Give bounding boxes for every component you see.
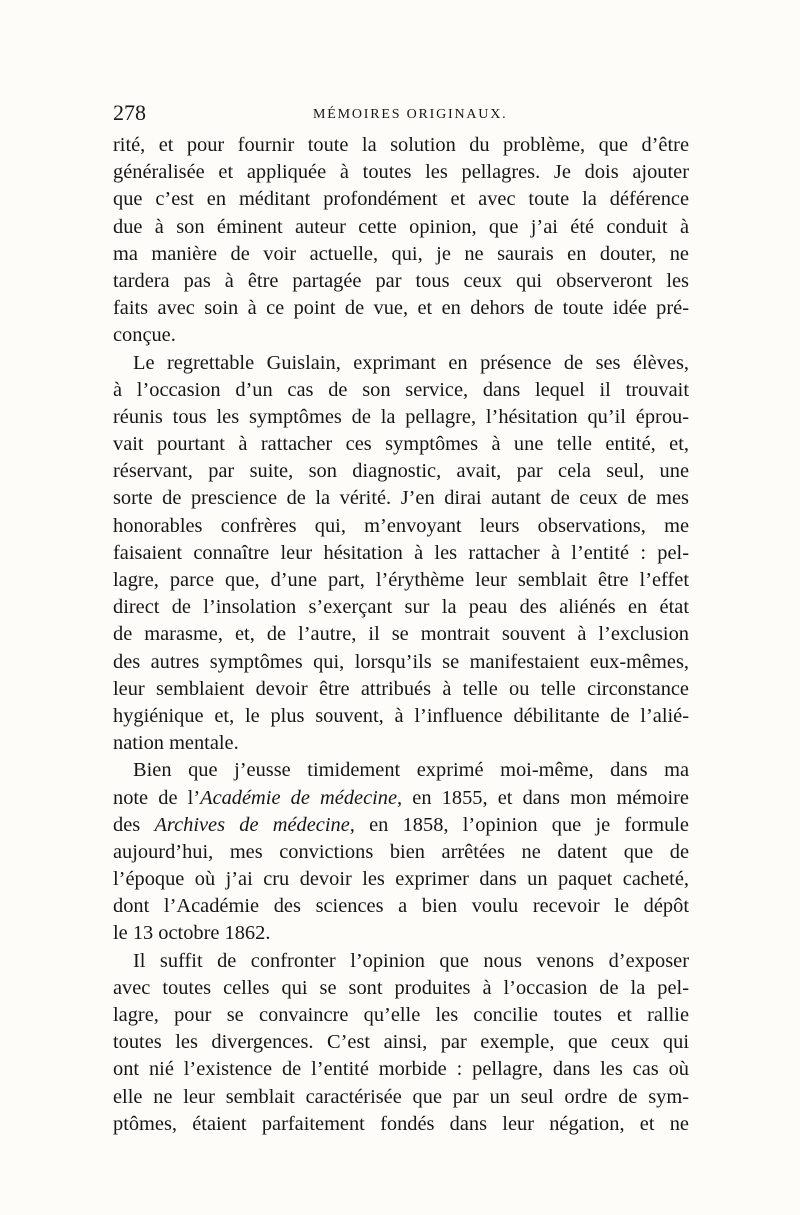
- text-line: sorte de prescience de la vérité. J’en dirai autant de ceux de mes: [113, 487, 689, 510]
- italic-title: Académie de médecine,: [200, 786, 403, 809]
- text-line: lagre, parce que, d’une part, l’érythème leur semblait être l’effet: [113, 569, 689, 591]
- text-line: conçue.: [113, 324, 176, 347]
- text-line-with-italic: [113, 785, 689, 812]
- running-title: MÉMOIRES ORIGINAUX.: [313, 107, 508, 122]
- paragraph-start-line: Le regrettable Guislain, exprimant en présence de ses élèves,: [133, 351, 689, 374]
- text-line: ptômes, étaient parfaitement fondés dans leur négation, et ne: [113, 1112, 689, 1135]
- text-line: avec toutes celles qui se sont produites à l’occasion de la pel-: [113, 976, 689, 999]
- text-line: généralisée et appliquée à toutes les pellagres. Je dois ajouter: [113, 161, 689, 184]
- text-line: que c’est en méditant profondément et avec toute la déférence: [113, 188, 689, 211]
- text-line: honorables confrères qui, m’envoyant leurs observations, me: [113, 514, 689, 537]
- text-line: hygiénique et, le plus souvent, à l’influence débilitante de l’alié-: [113, 704, 689, 727]
- text-line: elle ne leur semblait caractérisée que par un seul ordre de sym-: [113, 1085, 689, 1108]
- text-line: dont l’Académie des sciences a bien voulu recevoir le dépôt: [113, 895, 689, 918]
- text-line: ma manière de voir actuelle, qui, je ne saurais en douter, ne: [113, 242, 689, 265]
- paragraph-start-line: Bien que j’eusse timidement exprimé moi-même, dans ma: [133, 759, 689, 782]
- paragraph-start-line: Il suffit de confronter l’opinion que nous venons d’exposer: [133, 949, 689, 972]
- text-line: des autres symptômes qui, lorsqu’ils se manifestaient eux-mêmes,: [113, 650, 689, 673]
- text-line: réservant, par suite, son diagnostic, avait, par cela seul, une: [113, 460, 689, 483]
- text-segment: note de l’: [113, 786, 201, 809]
- text-line: vait pourtant à rattacher ces symptômes à une telle entité, et,: [113, 433, 689, 456]
- text-line: le 13 octobre 1862.: [113, 922, 271, 945]
- text-segment: en 1855, et dans mon mémoire: [402, 786, 689, 809]
- text-segment: des: [113, 813, 155, 836]
- text-line: toutes les divergences. C’est ainsi, par exemple, que ceux qui: [113, 1031, 689, 1054]
- body-text: [113, 132, 689, 1138]
- text-line: leur semblaient devoir être attribués à telle ou telle circonstance: [113, 677, 689, 700]
- page-number: 278: [113, 100, 146, 125]
- text-line: direct de l’insolation s’exerçant sur la peau des aliénés en état: [113, 596, 689, 619]
- text-line: tardera pas à être partagée par tous ceux qui observeront les: [113, 269, 689, 292]
- text-line: faits avec soin à ce point de vue, et en dehors de toute idée pré-: [113, 297, 689, 320]
- text-line: réunis tous les symptômes de la pellagre, l’hésitation qu’il éprou-: [113, 405, 689, 428]
- text-line: ont nié l’existence de l’entité morbide : pellagre, dans les cas où: [113, 1058, 689, 1081]
- text-line: à l’occasion d’un cas de son service, dans lequel il trouvait: [113, 378, 689, 401]
- text-line: rité, et pour fournir toute la solution du problème, que d’être: [113, 134, 689, 156]
- text-line: nation mentale.: [113, 732, 239, 755]
- text-line: aujourd’hui, mes convictions bien arrêtées ne datent que de: [113, 840, 689, 863]
- text-line: de marasme, et, de l’autre, il se montrait souvent à l’exclusion: [113, 623, 689, 646]
- text-segment: en 1858, l’opinion que je formule: [354, 813, 689, 836]
- text-line: lagre, pour se convaincre qu’elle les concilie toutes et rallie: [113, 1004, 689, 1026]
- text-line: due à son éminent auteur cette opinion, que j’ai été conduit à: [113, 215, 689, 238]
- text-line: faisaient connaître leur hésitation à les rattacher à l’entité : pel-: [113, 541, 689, 564]
- text-line: l’époque où j’ai cru devoir les exprimer dans un paquet cacheté,: [113, 868, 689, 891]
- running-head: [113, 98, 689, 128]
- italic-title: Archives de médecine,: [154, 813, 355, 836]
- text-line-with-italic: [113, 812, 689, 839]
